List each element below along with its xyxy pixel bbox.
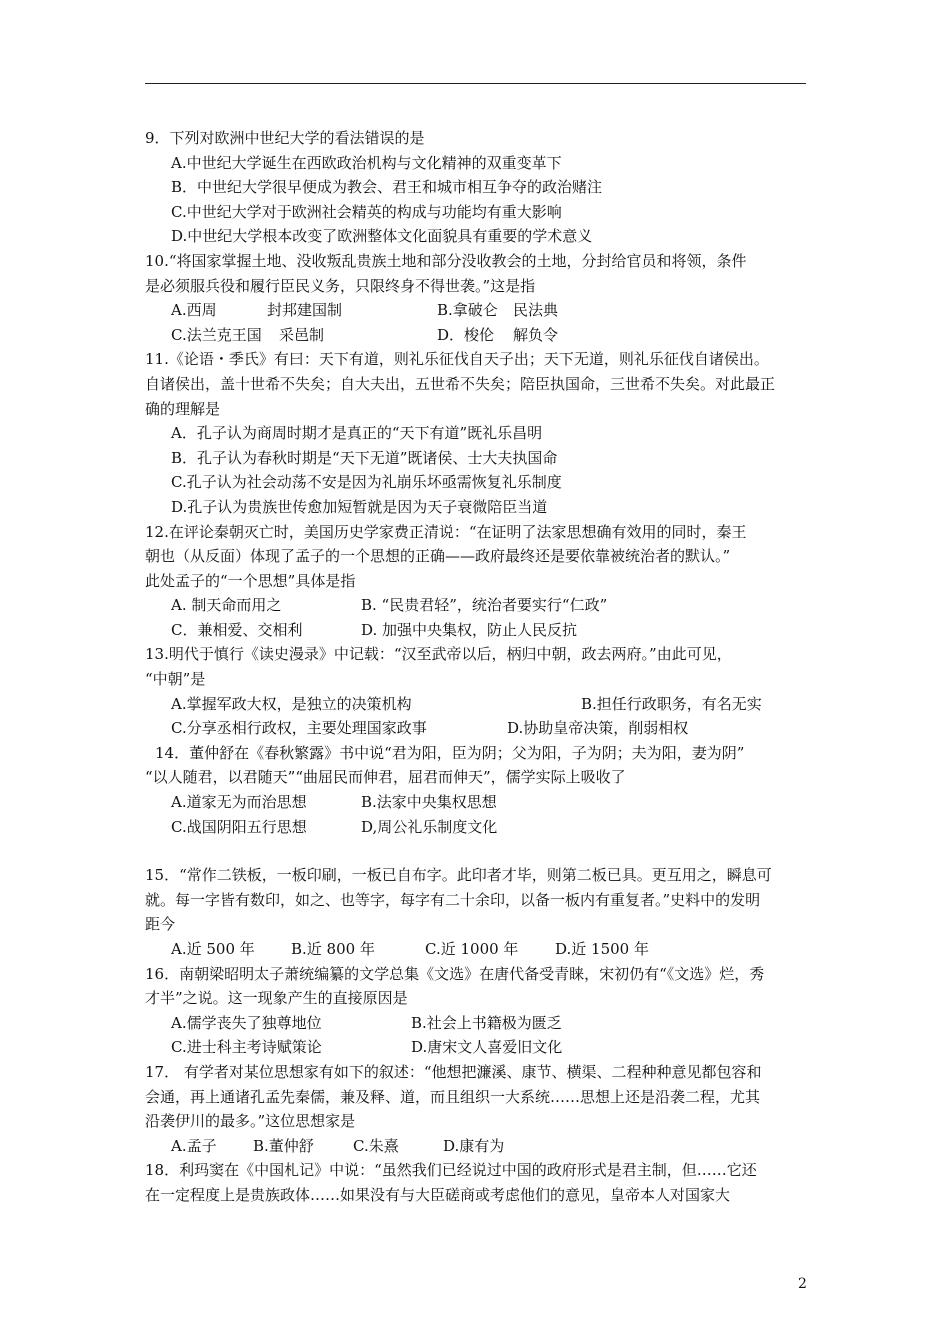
question-stem: 沿袭伊川的最多。”这位思想家是 <box>145 1112 356 1131</box>
options-row <box>145 790 810 815</box>
spacer <box>145 839 810 863</box>
option-b: B.社会上书籍极为匮乏 <box>411 1013 562 1032</box>
option-d: D,周公礼乐制度文化 <box>361 817 498 836</box>
options-row <box>145 1134 810 1159</box>
option-d-detail: 解负令 <box>513 325 559 344</box>
question-stem: 此处孟子的“一个思想”具体是指 <box>145 571 356 590</box>
option-d: D.近 1500 年 <box>555 940 649 958</box>
question-13 <box>145 642 810 740</box>
option-d: D.康有为 <box>443 1136 505 1155</box>
option-a: A.孟子 <box>171 1136 217 1155</box>
question-stem: 10.“将国家掌握土地、没收叛乱贵族土地和部分没收教会的土地，分封给官员和将领，条件 <box>145 251 747 270</box>
question-stem: 在一定程度上是贵族政体……如果没有与大臣磋商或考虑他们的意见，皇帝本人对国家大 <box>145 1185 731 1204</box>
options-row <box>145 937 810 962</box>
option-c: C.中世纪大学对于欧洲社会精英的构成与功能均有重大影响 <box>171 202 562 221</box>
option-a: A.掌握军政大权，是独立的决策机构 <box>171 694 412 713</box>
question-stem: 16．南朝梁昭明太子萧统编纂的文学总集《文选》在唐代备受青睐，宋初仍有“《文选》烂，秀 <box>145 964 765 983</box>
question-stem: “中朝”是 <box>145 670 206 689</box>
option-b: B.近 800 年 <box>291 940 375 958</box>
option-c: C.孔子认为社会动荡不安是因为礼崩乐坏亟需恢复礼乐制度 <box>171 473 562 492</box>
option-c: C.法兰克王国 <box>171 325 262 344</box>
option-c: C.战国阴阳五行思想 <box>171 817 307 836</box>
option-c: C.朱熹 <box>353 1136 399 1155</box>
option-a: A.近 500 年 <box>171 940 255 958</box>
question-18 <box>145 1158 810 1207</box>
question-stem: 15．“常作二铁板，一板印刷，一板已自布字。此印者才毕，则第二板已具。更互用之，瞬息可 <box>145 866 772 885</box>
options-row <box>145 815 810 840</box>
header-rule <box>145 83 806 84</box>
question-stem: 自诸侯出，盖十世希不失矣；自大夫出，五世希不失矣；陪臣执国命，三世希不失矣。对此最正 <box>145 374 776 393</box>
question-stem: 17． 有学者对某位思想家有如下的叙述：“他想把濂溪、康节、横渠、二程种种意见都包容和 <box>145 1062 762 1081</box>
question-17 <box>145 1060 810 1158</box>
question-16 <box>145 962 810 1060</box>
question-10 <box>145 249 810 347</box>
question-9 <box>145 126 810 249</box>
question-stem: 距今 <box>145 915 176 934</box>
question-12 <box>145 520 810 643</box>
question-stem: 确的理解是 <box>145 399 221 418</box>
question-14 <box>145 741 810 839</box>
option-b: B.法家中央集权思想 <box>361 793 497 812</box>
option-b: B．中世纪大学很早便成为教会、君王和城市相互争夺的政治赌注 <box>171 178 603 197</box>
options-row <box>145 1011 810 1036</box>
question-stem: 才半”之说。这一现象产生的直接原因是 <box>145 989 408 1008</box>
option-b-detail: 民法典 <box>513 301 559 320</box>
option-b: B.担任行政职务，有名无实 <box>581 694 762 713</box>
option-b: B.董仲舒 <box>253 1136 314 1155</box>
question-stem: 18．利玛窦在《中国札记》中说：“虽然我们已经说过中国的政府形式是君主制，但……它还 <box>145 1161 757 1180</box>
option-c: C.分享丞相行政权，主要处理国家政事 <box>171 719 427 738</box>
option-d: D．梭伦 <box>437 325 495 344</box>
option-c: C.近 1000 年 <box>425 940 519 958</box>
page-number: 2 <box>798 1276 807 1292</box>
option-a: A. 制天命而用之 <box>171 596 282 615</box>
question-stem: 就。每一字皆有数印，如之、也等字，每字有二十余印，以备一板内有重复者。”史料中的发明 <box>145 890 761 909</box>
options-row <box>145 593 810 618</box>
option-a: A.中世纪大学诞生在西欧政治机构与文化精神的双重变革下 <box>171 153 562 172</box>
option-b: B. “民贵君轻”，统治者要实行“仁政” <box>361 596 608 615</box>
question-stem: 11.《论语・季氏》有曰：天下有道，则礼乐征伐自天子出；天下无道，则礼乐征伐自诸侯出。 <box>145 350 769 369</box>
option-c: C.进士科主考诗赋策论 <box>171 1038 322 1057</box>
option-d: D. 加强中央集权，防止人民反抗 <box>361 620 578 639</box>
options-row <box>145 298 810 323</box>
option-c: C．兼相爱、交相利 <box>171 620 303 639</box>
option-d: D.孔子认为贵族世传愈加短暂就是因为天子衰微陪臣当道 <box>171 497 548 516</box>
options-row <box>145 716 810 741</box>
question-stem: 12.在评论秦朝灭亡时，美国历史学家费正清说：“在证明了法家思想确有效用的同时，秦王 <box>145 522 747 541</box>
question-stem: 是必须服兵役和履行臣民义务，只限终身不得世袭。”这是指 <box>145 276 536 295</box>
option-a: A．孔子认为商周时期才是真正的“天下有道”既礼乐昌明 <box>171 424 543 443</box>
option-d: D.唐宋文人喜爱旧文化 <box>411 1038 563 1057</box>
option-a: A.儒学丧失了独尊地位 <box>171 1013 322 1032</box>
question-stem: 朝也（从反面）体现了孟子的一个思想的正确——政府最终还是要依靠被统治者的默认。” <box>145 547 731 566</box>
question-stem: 会通，再上通诸孔孟先秦儒，兼及释、道，而且组织一大系统……思想上还是沿袭二程，尤其 <box>145 1087 761 1106</box>
options-row <box>145 323 810 348</box>
option-c-detail: 采邑制 <box>279 325 325 344</box>
option-a: A.道家无为而治思想 <box>171 793 307 812</box>
options-row <box>145 1035 810 1060</box>
option-d: D.协助皇帝决策，削弱相权 <box>507 719 689 738</box>
exam-content <box>145 126 810 1208</box>
option-b: B.拿破仑 <box>437 301 498 320</box>
question-stem: “以人随君，以君随天”“曲屈民而伸君，屈君而伸天”，儒学实际上吸收了 <box>145 768 626 787</box>
options-row <box>145 618 810 643</box>
options-row <box>145 692 810 717</box>
option-a: A.西周 <box>171 301 217 320</box>
question-stem: 14．董仲舒在《春秋繁露》书中说“君为阳，臣为阴；父为阳，子为阴；夫为阳，妻为阴” <box>155 743 745 762</box>
question-15 <box>145 863 810 961</box>
option-d: D.中世纪大学根本改变了欧洲整体文化面貌具有重要的学术意义 <box>171 227 593 246</box>
option-a-detail: 封邦建国制 <box>267 301 343 320</box>
question-stem: 9．下列对欧洲中世纪大学的看法错误的是 <box>145 129 425 147</box>
question-11 <box>145 347 810 519</box>
option-b: B．孔子认为春秋时期是“天下无道”既诸侯、士大夫执国命 <box>171 448 558 467</box>
question-stem: 13.明代于慎行《读史漫录》中记载：“汉至武帝以后，柄归中朝，政去两府。”由此可见， <box>145 645 732 664</box>
